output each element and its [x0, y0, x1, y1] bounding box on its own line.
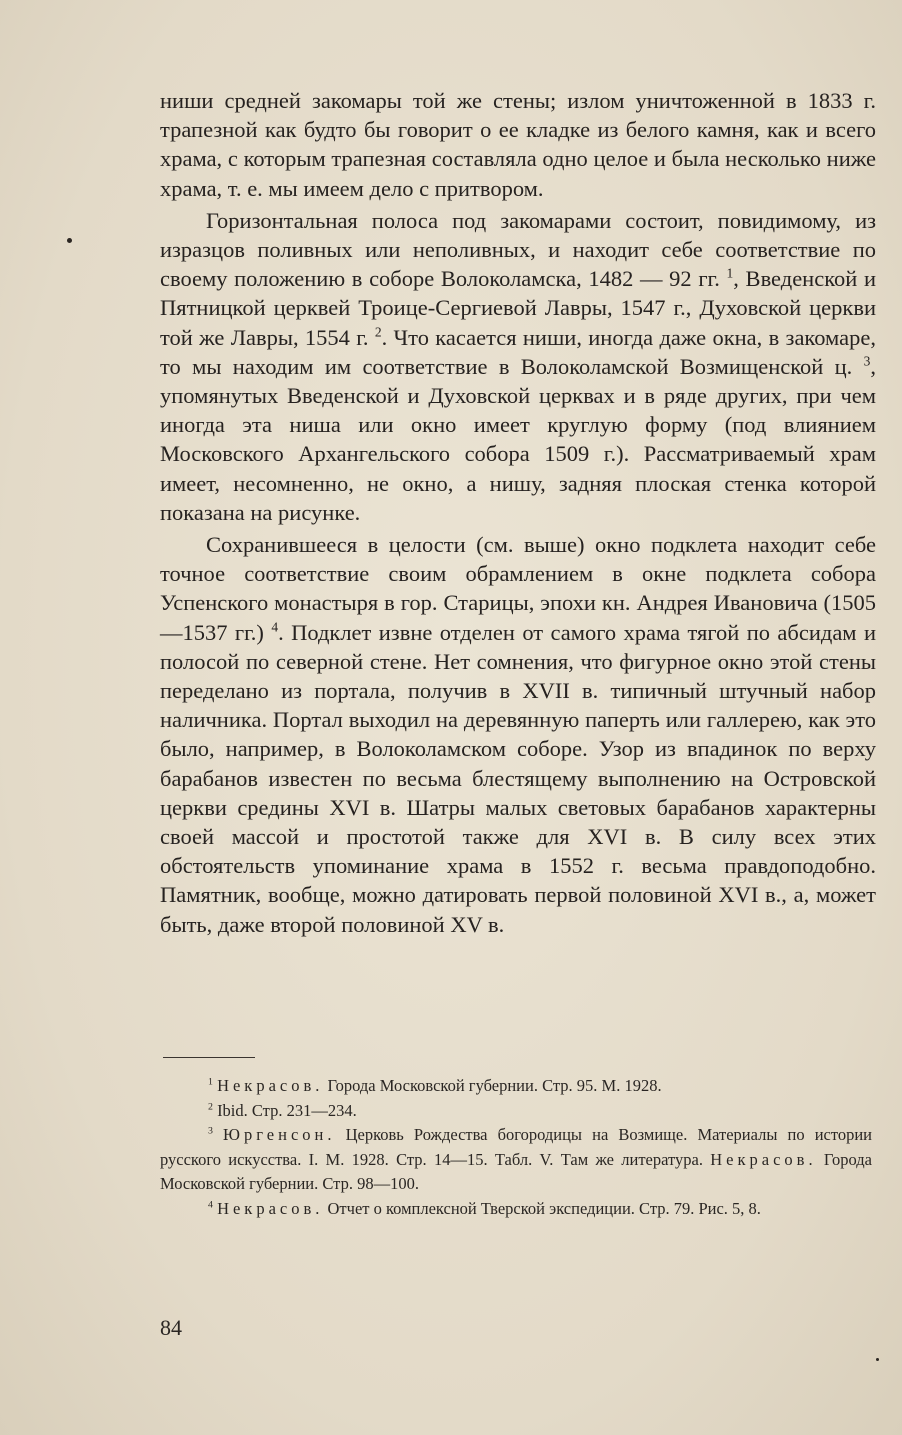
footnote-1: $^1$ Некрасов. Города Московской губернии. Стр. 95. М. 1928. — [208, 1076, 662, 1095]
page-number: 84 — [160, 1315, 182, 1340]
footnote-3: $^3$ Юргенсон. Церковь Рождества богородицы на Возмище. Материалы по истории русского искусства. I. М. 1928. Стр. 14—15. Табл. V. Там же литература. Некрасов. Города Московской губернии. Стр. 98—100. — [160, 1125, 872, 1194]
footnote-ref-2: 2 — [374, 324, 382, 340]
footnote-4: $^4$ Некрасов. Отчет о комплексной Тверской экспедиции. Стр. 79. Рис. 5, 8. — [208, 1198, 761, 1218]
paragraph-continuation: ниши средней закомары той же стены; излом уничтоженной в 1833 г. трапезной как будто бы говорит о ее кладке из белого камня, как и всего храма, с которым трапезная составляла одно целое и была несколько ниже храма, т. е. мы имеем дело с притвором. — [160, 88, 876, 201]
paragraph-horizontal-band: Горизонтальная полоса под закомарами состоит, повидимому, из изразцов поливных или неполивных, и находит себе соответствие по своему положению в соборе Волоколамска, 1482 — 92 гг. $^1$, Введенской и Пятницкой церквей Троице-Сергиевой Лавры, 1547 г., Духовской церкви той же Лавры, 1554 г. $^2$. Что касается ниши, иногда даже окна, в закомаре, то мы находим им соответствие в Волоколамской Возмищенской ц. $^3$, упомянутых Введенской и Духовской церквах и в ряде других, при чем иногда эта ниша или окно имеет круглую форму (под влиянием Московского Архангельского собора 1509 г.). Рассматриваемый храм имеет, несомненно, не окно, а нишу, задняя плоская стенка которой показана на рисунке. — [160, 207, 876, 525]
footnote-separator — [163, 1057, 255, 1058]
paragraph-basement-window: Сохранившееся в целости (см. выше) окно подклета находит себе точное соответствие своим обрамлением в окне подклета собора Успенского монастыря в гор. Старицы, эпохи кн. Андрея Ивановича (1505—1537 гг.) $^4$. Подклет извне отделен от самого храма тягой по абсидам и полосой по северной стене. Нет сомнения, что фигурное окно этой стены переделано из портала, получив в XVII в. типичный штучный набор наличника. Портал выходил на деревянную паперть или галлерею, как это было, например, в Волоколамском соборе. Узор из впадинок по верху барабанов известен по весьма блестящему выполнению на Островской церкви средины XVI в. Шатры малых световых барабанов характерны своей массой и простотой также для XVI в. В силу всех этих обстоятельств упоминание храма в 1552 г. весьма правдоподобно. Памятник, вообще, можно датировать первой половиной XVI в., а, может быть, даже второй половиной XV в. — [160, 532, 876, 937]
footnote-ref-3: 3 — [863, 353, 871, 369]
main-text — [160, 86, 876, 942]
footnote-ref-1: 1 — [726, 265, 734, 281]
footnotes — [160, 1074, 872, 1222]
ink-speck — [876, 1358, 879, 1361]
footnote-2: $^2$ Ibid. Стр. 231—234. — [208, 1100, 357, 1120]
ink-speck — [67, 238, 72, 243]
footnote-ref-4: 4 — [271, 619, 279, 635]
